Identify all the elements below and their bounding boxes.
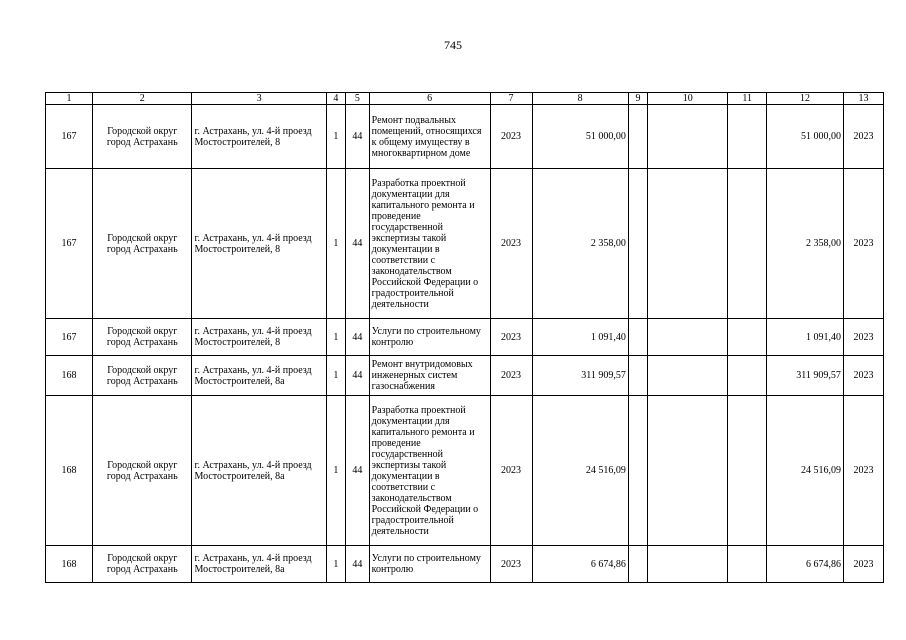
cell-row-number: 167 (46, 319, 93, 356)
cell-cost: 2 358,00 (532, 169, 628, 319)
cell-address: г. Астрахань, ул. 4-й проезд Мостостроителей, 8а (192, 356, 326, 396)
cell-year: 2023 (490, 169, 532, 319)
cell-col-5: 44 (346, 319, 370, 356)
table-row (46, 319, 884, 356)
cell-col-4: 1 (326, 169, 345, 319)
cell-completion-year: 2023 (843, 546, 883, 583)
cell-work-type: Ремонт внутридомовых инженерных систем газоснабжения (369, 356, 490, 396)
cell-col-5: 44 (346, 546, 370, 583)
cell-cost: 51 000,00 (532, 105, 628, 169)
cell-col-11 (728, 169, 767, 319)
cell-municipality: Городской округ город Астрахань (93, 396, 192, 546)
cell-col-10 (648, 169, 728, 319)
cell-col-9 (628, 319, 647, 356)
cell-address: г. Астрахань, ул. 4-й проезд Мостостроителей, 8а (192, 546, 326, 583)
cell-col-5: 44 (346, 169, 370, 319)
cell-address: г. Астрахань, ул. 4-й проезд Мостостроителей, 8а (192, 396, 326, 546)
cell-col-10 (648, 546, 728, 583)
cell-col-9 (628, 546, 647, 583)
table-row (46, 396, 884, 546)
cell-municipality: Городской округ город Астрахань (93, 546, 192, 583)
cell-completion-year: 2023 (843, 396, 883, 546)
header-cell-col-9: 9 (628, 93, 647, 105)
cell-work-type: Разработка проектной документации для капитального ремонта и проведение государственной экспертизы такой документации в соответствии с законодательством Российской Федерации о градостроительной деятельности (369, 396, 490, 546)
cell-row-number: 167 (46, 169, 93, 319)
header-row (46, 93, 884, 105)
cell-completion-year: 2023 (843, 105, 883, 169)
header-cell-col-10: 10 (648, 93, 728, 105)
cell-total-cost: 2 358,00 (767, 169, 844, 319)
cell-cost: 1 091,40 (532, 319, 628, 356)
cell-col-5: 44 (346, 396, 370, 546)
cell-col-10 (648, 319, 728, 356)
header-cell-total-cost: 12 (767, 93, 844, 105)
cell-year: 2023 (490, 356, 532, 396)
table-row (46, 356, 884, 396)
cell-cost: 6 674,86 (532, 546, 628, 583)
cell-col-9 (628, 356, 647, 396)
cell-col-9 (628, 105, 647, 169)
cell-row-number: 168 (46, 546, 93, 583)
header-cell-completion-year: 13 (843, 93, 883, 105)
cell-col-11 (728, 356, 767, 396)
cell-address: г. Астрахань, ул. 4-й проезд Мостостроителей, 8 (192, 169, 326, 319)
cell-col-4: 1 (326, 105, 345, 169)
cell-col-9 (628, 396, 647, 546)
cell-row-number: 168 (46, 356, 93, 396)
cell-row-number: 167 (46, 105, 93, 169)
cell-municipality: Городской округ город Астрахань (93, 319, 192, 356)
cell-year: 2023 (490, 546, 532, 583)
cell-municipality: Городской округ город Астрахань (93, 169, 192, 319)
cell-cost: 311 909,57 (532, 356, 628, 396)
cell-address: г. Астрахань, ул. 4-й проезд Мостостроителей, 8 (192, 319, 326, 356)
cell-total-cost: 311 909,57 (767, 356, 844, 396)
data-table (45, 92, 884, 583)
cell-col-5: 44 (346, 356, 370, 396)
cell-municipality: Городской округ город Астрахань (93, 356, 192, 396)
cell-col-4: 1 (326, 396, 345, 546)
cell-col-10 (648, 356, 728, 396)
cell-year: 2023 (490, 105, 532, 169)
cell-year: 2023 (490, 319, 532, 356)
cell-total-cost: 51 000,00 (767, 105, 844, 169)
table-row (46, 105, 884, 169)
cell-completion-year: 2023 (843, 356, 883, 396)
cell-col-9 (628, 169, 647, 319)
table-row (46, 169, 884, 319)
table-row (46, 546, 884, 583)
cell-address: г. Астрахань, ул. 4-й проезд Мостостроителей, 8 (192, 105, 326, 169)
cell-col-11 (728, 105, 767, 169)
cell-col-11 (728, 396, 767, 546)
cell-col-4: 1 (326, 546, 345, 583)
cell-municipality: Городской округ город Астрахань (93, 105, 192, 169)
header-cell-year: 7 (490, 93, 532, 105)
cell-completion-year: 2023 (843, 319, 883, 356)
cell-col-11 (728, 319, 767, 356)
cell-total-cost: 24 516,09 (767, 396, 844, 546)
cell-completion-year: 2023 (843, 169, 883, 319)
header-cell-col-4: 4 (326, 93, 345, 105)
header-cell-municipality: 2 (93, 93, 192, 105)
cell-year: 2023 (490, 396, 532, 546)
cell-col-4: 1 (326, 319, 345, 356)
header-cell-col-5: 5 (346, 93, 370, 105)
cell-row-number: 168 (46, 396, 93, 546)
header-cell-col-11: 11 (728, 93, 767, 105)
cell-col-10 (648, 105, 728, 169)
header-cell-work-type: 6 (369, 93, 490, 105)
cell-cost: 24 516,09 (532, 396, 628, 546)
cell-total-cost: 1 091,40 (767, 319, 844, 356)
cell-work-type: Услуги по строительному контролю (369, 319, 490, 356)
header-cell-row-number: 1 (46, 93, 93, 105)
header-cell-address: 3 (192, 93, 326, 105)
cell-work-type: Разработка проектной документации для капитального ремонта и проведение государственной экспертизы такой документации в соответствии с законодательством Российской Федерации о градостроительной деятельности (369, 169, 490, 319)
cell-work-type: Ремонт подвальных помещений, относящихся к общему имуществу в многоквартирном доме (369, 105, 490, 169)
cell-col-4: 1 (326, 356, 345, 396)
cell-total-cost: 6 674,86 (767, 546, 844, 583)
cell-col-10 (648, 396, 728, 546)
cell-col-5: 44 (346, 105, 370, 169)
header-cell-cost: 8 (532, 93, 628, 105)
cell-col-11 (728, 546, 767, 583)
cell-work-type: Услуги по строительному контролю (369, 546, 490, 583)
page-number: 745 (444, 38, 462, 52)
